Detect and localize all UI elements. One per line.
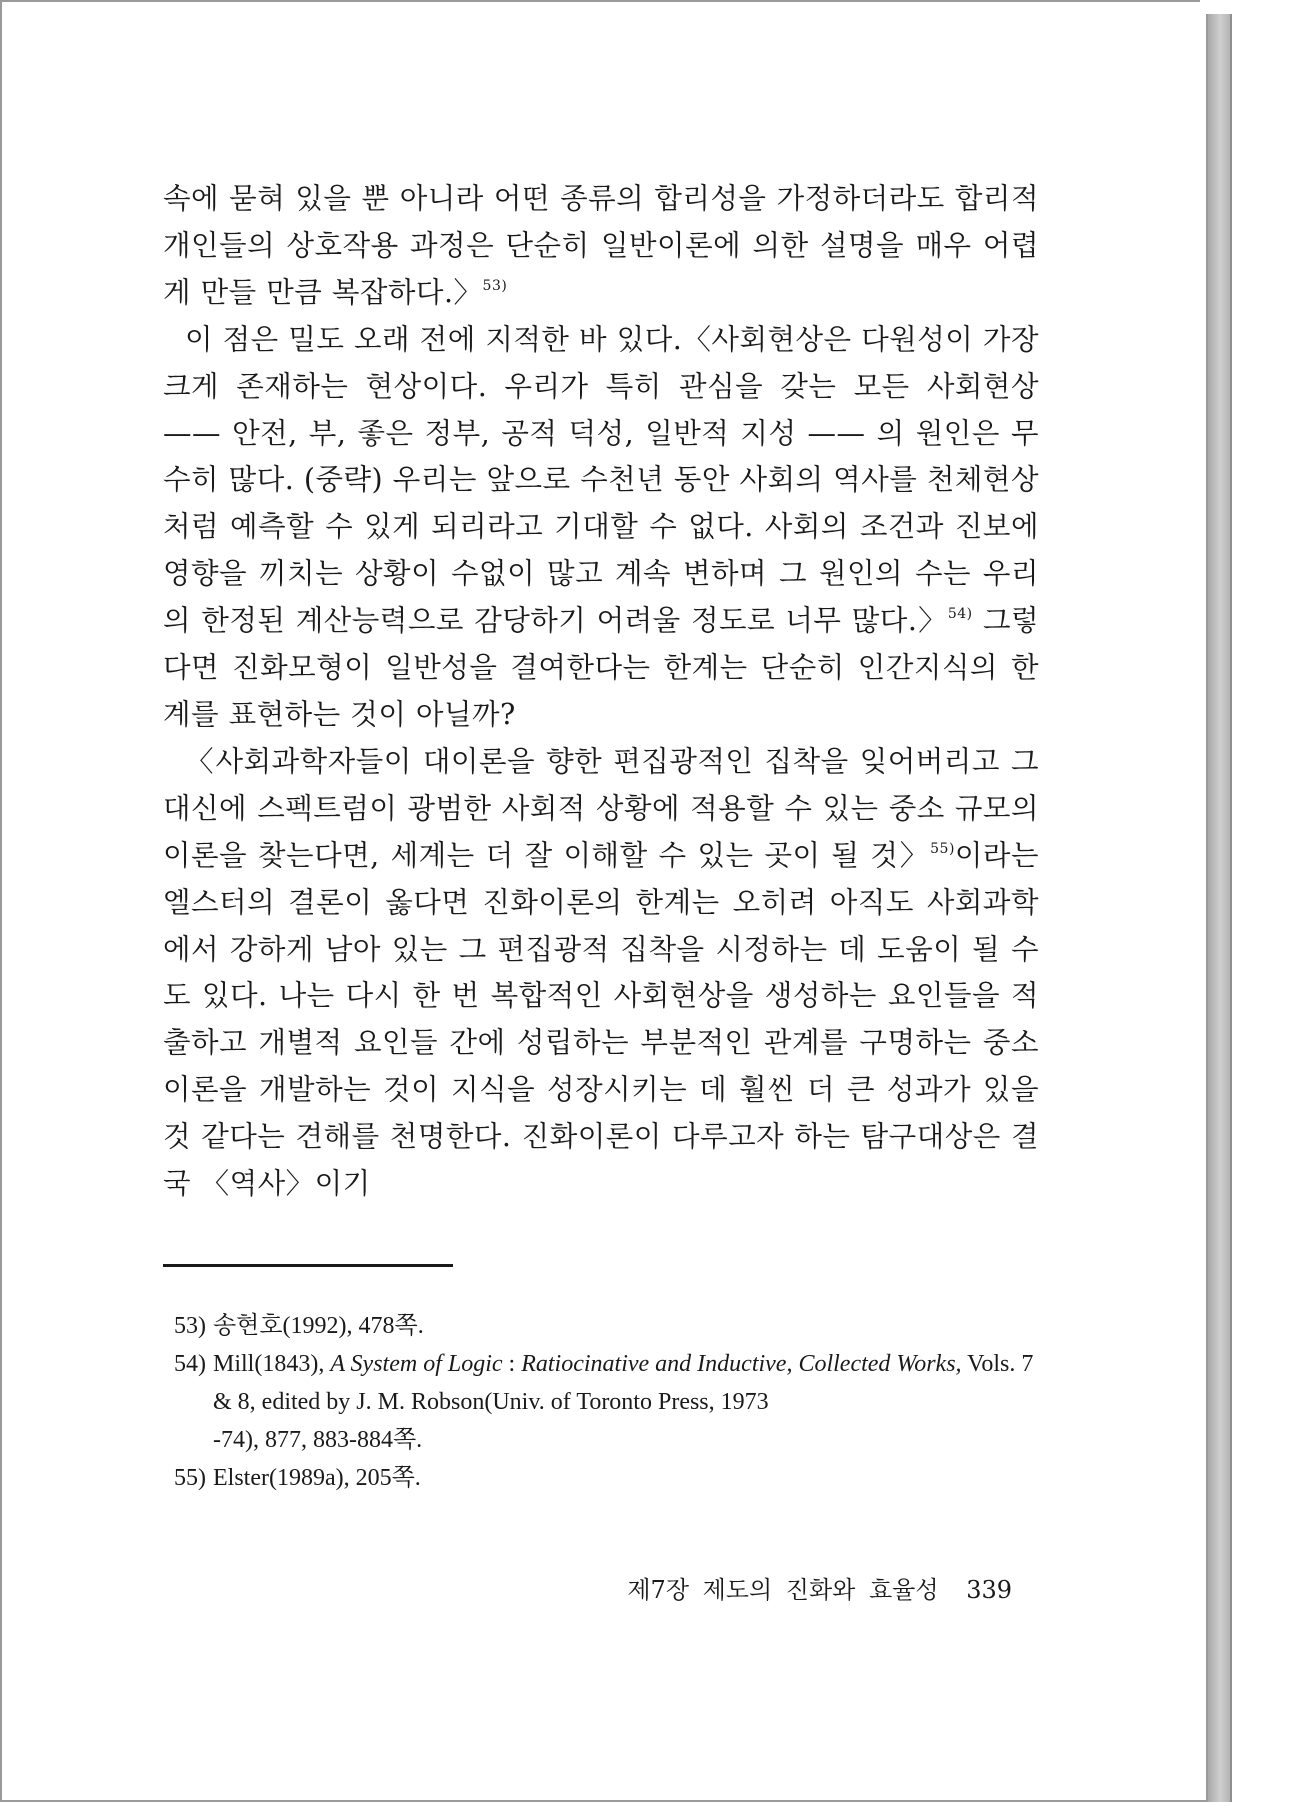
footnote-number: 53)	[174, 1313, 206, 1339]
footnote-number: 54)	[174, 1351, 206, 1377]
footnotes	[174, 1307, 1040, 1497]
footnote-separator-colon: :	[502, 1351, 522, 1377]
paragraph-2-tail: 그렇다면 진화모형이 일반성을 결여한다는 한계는 단순히 인간지식의 한계를 표현하는 것이 아닐까?	[163, 604, 1039, 731]
footnote-details: Vols. 7 & 8, edited by J. M. Robson(Univ. of Toronto Press, 1973	[213, 1351, 1034, 1415]
footnote-number: 55)	[174, 1465, 206, 1491]
footnote-53	[174, 1307, 1040, 1345]
page-number: 339	[966, 1576, 1012, 1604]
footnote-54	[174, 1345, 1040, 1459]
paragraph-1	[163, 176, 1039, 317]
footnote-separator	[163, 1264, 453, 1267]
paragraph-3-text: 이라는 엘스터의 결론이 옳다면 진화이론의 한계는 오히려 아직도 사회과학에서 강하게 남아 있는 그 편집광적 집착을 시정하는 데 도움이 될 수도 있다. 나는 다시 한 번 복합적인 사회현상을 생성하는 요인들을 적출하고 개별적 요인들 간에 성립하는 부분적인 관계를 구명하는 중소이론을 개발하는 것이 지식을 성장시키는 데 훨씬 더 큰 성과가 있을 것 같다는 견해를 천명한다. 진화이론이 다루고자 하는 탐구대상은 결국 〈역사〉이기	[163, 838, 1039, 1201]
footnote-pages: -74), 877, 883-884쪽.	[213, 1427, 423, 1453]
main-text	[163, 176, 1039, 1208]
footnote-55	[174, 1459, 1040, 1497]
footnote-title: A System of Logic	[330, 1351, 503, 1377]
footnote-ref-53: 53)	[482, 277, 508, 294]
paragraph-2	[163, 317, 1039, 739]
paragraph-1-text: 속에 묻혀 있을 뿐 아니라 어떤 종류의 합리성을 가정하더라도 합리적 개인들의 상호작용 과정은 단순히 일반이론에 의한 설명을 매우 어렵게 만들 만큼 복잡하다.〉	[163, 182, 1039, 309]
footnote-author: Mill(1843),	[213, 1351, 331, 1377]
paragraph-3-quote: 〈사회과학자들이 대이론을 향한 편집광적인 집착을 잊어버리고 그 대신에 스펙트럼이 광범한 사회적 상황에 적용할 수 있는 중소 규모의 이론을 찾는다면, 세계는 더 잘 이해할 수 있는 곳이 될 것〉	[163, 744, 1039, 872]
chapter-title: 제7장 제도의 진화와 효율성	[627, 1576, 939, 1604]
footnote-subtitle: Ratiocinative and Inductive, Collected Works,	[521, 1351, 962, 1377]
footnote-text: 송현호(1992), 478쪽.	[213, 1313, 424, 1339]
running-footer	[600, 1570, 1012, 1605]
page-edge-corner	[1200, 0, 1234, 14]
footnote-ref-55: 55)	[930, 840, 955, 857]
paragraph-2-text: 이 점은 밀도 오래 전에 지적한 바 있다.〈사회현상은 다원성이 가장 크게 존재하는 현상이다. 우리가 특히 관심을 갖는 모든 사회현상 —— 안전, 부, 좋은 정부, 공적 덕성, 일반적 지성 —— 의 원인은 무수히 많다. (중략) 우리는 앞으로 수천년 동안 사회의 역사를 천체현상처럼 예측할 수 있게 되리라고 기대할 수 없다. 사회의 조건과 진보에 영향을 끼치는 상황이 수없이 많고 계속 변하며 그 원인의 수는 우리의 한정된 계산능력으로 감당하기 어려울 정도로 너무 많다.〉	[163, 322, 1039, 638]
footnote-text: Elster(1989a), 205쪽.	[213, 1465, 421, 1491]
paragraph-3	[163, 739, 1039, 1208]
footnote-ref-54: 54)	[947, 606, 973, 623]
page-edge-shadow	[1208, 6, 1232, 1802]
